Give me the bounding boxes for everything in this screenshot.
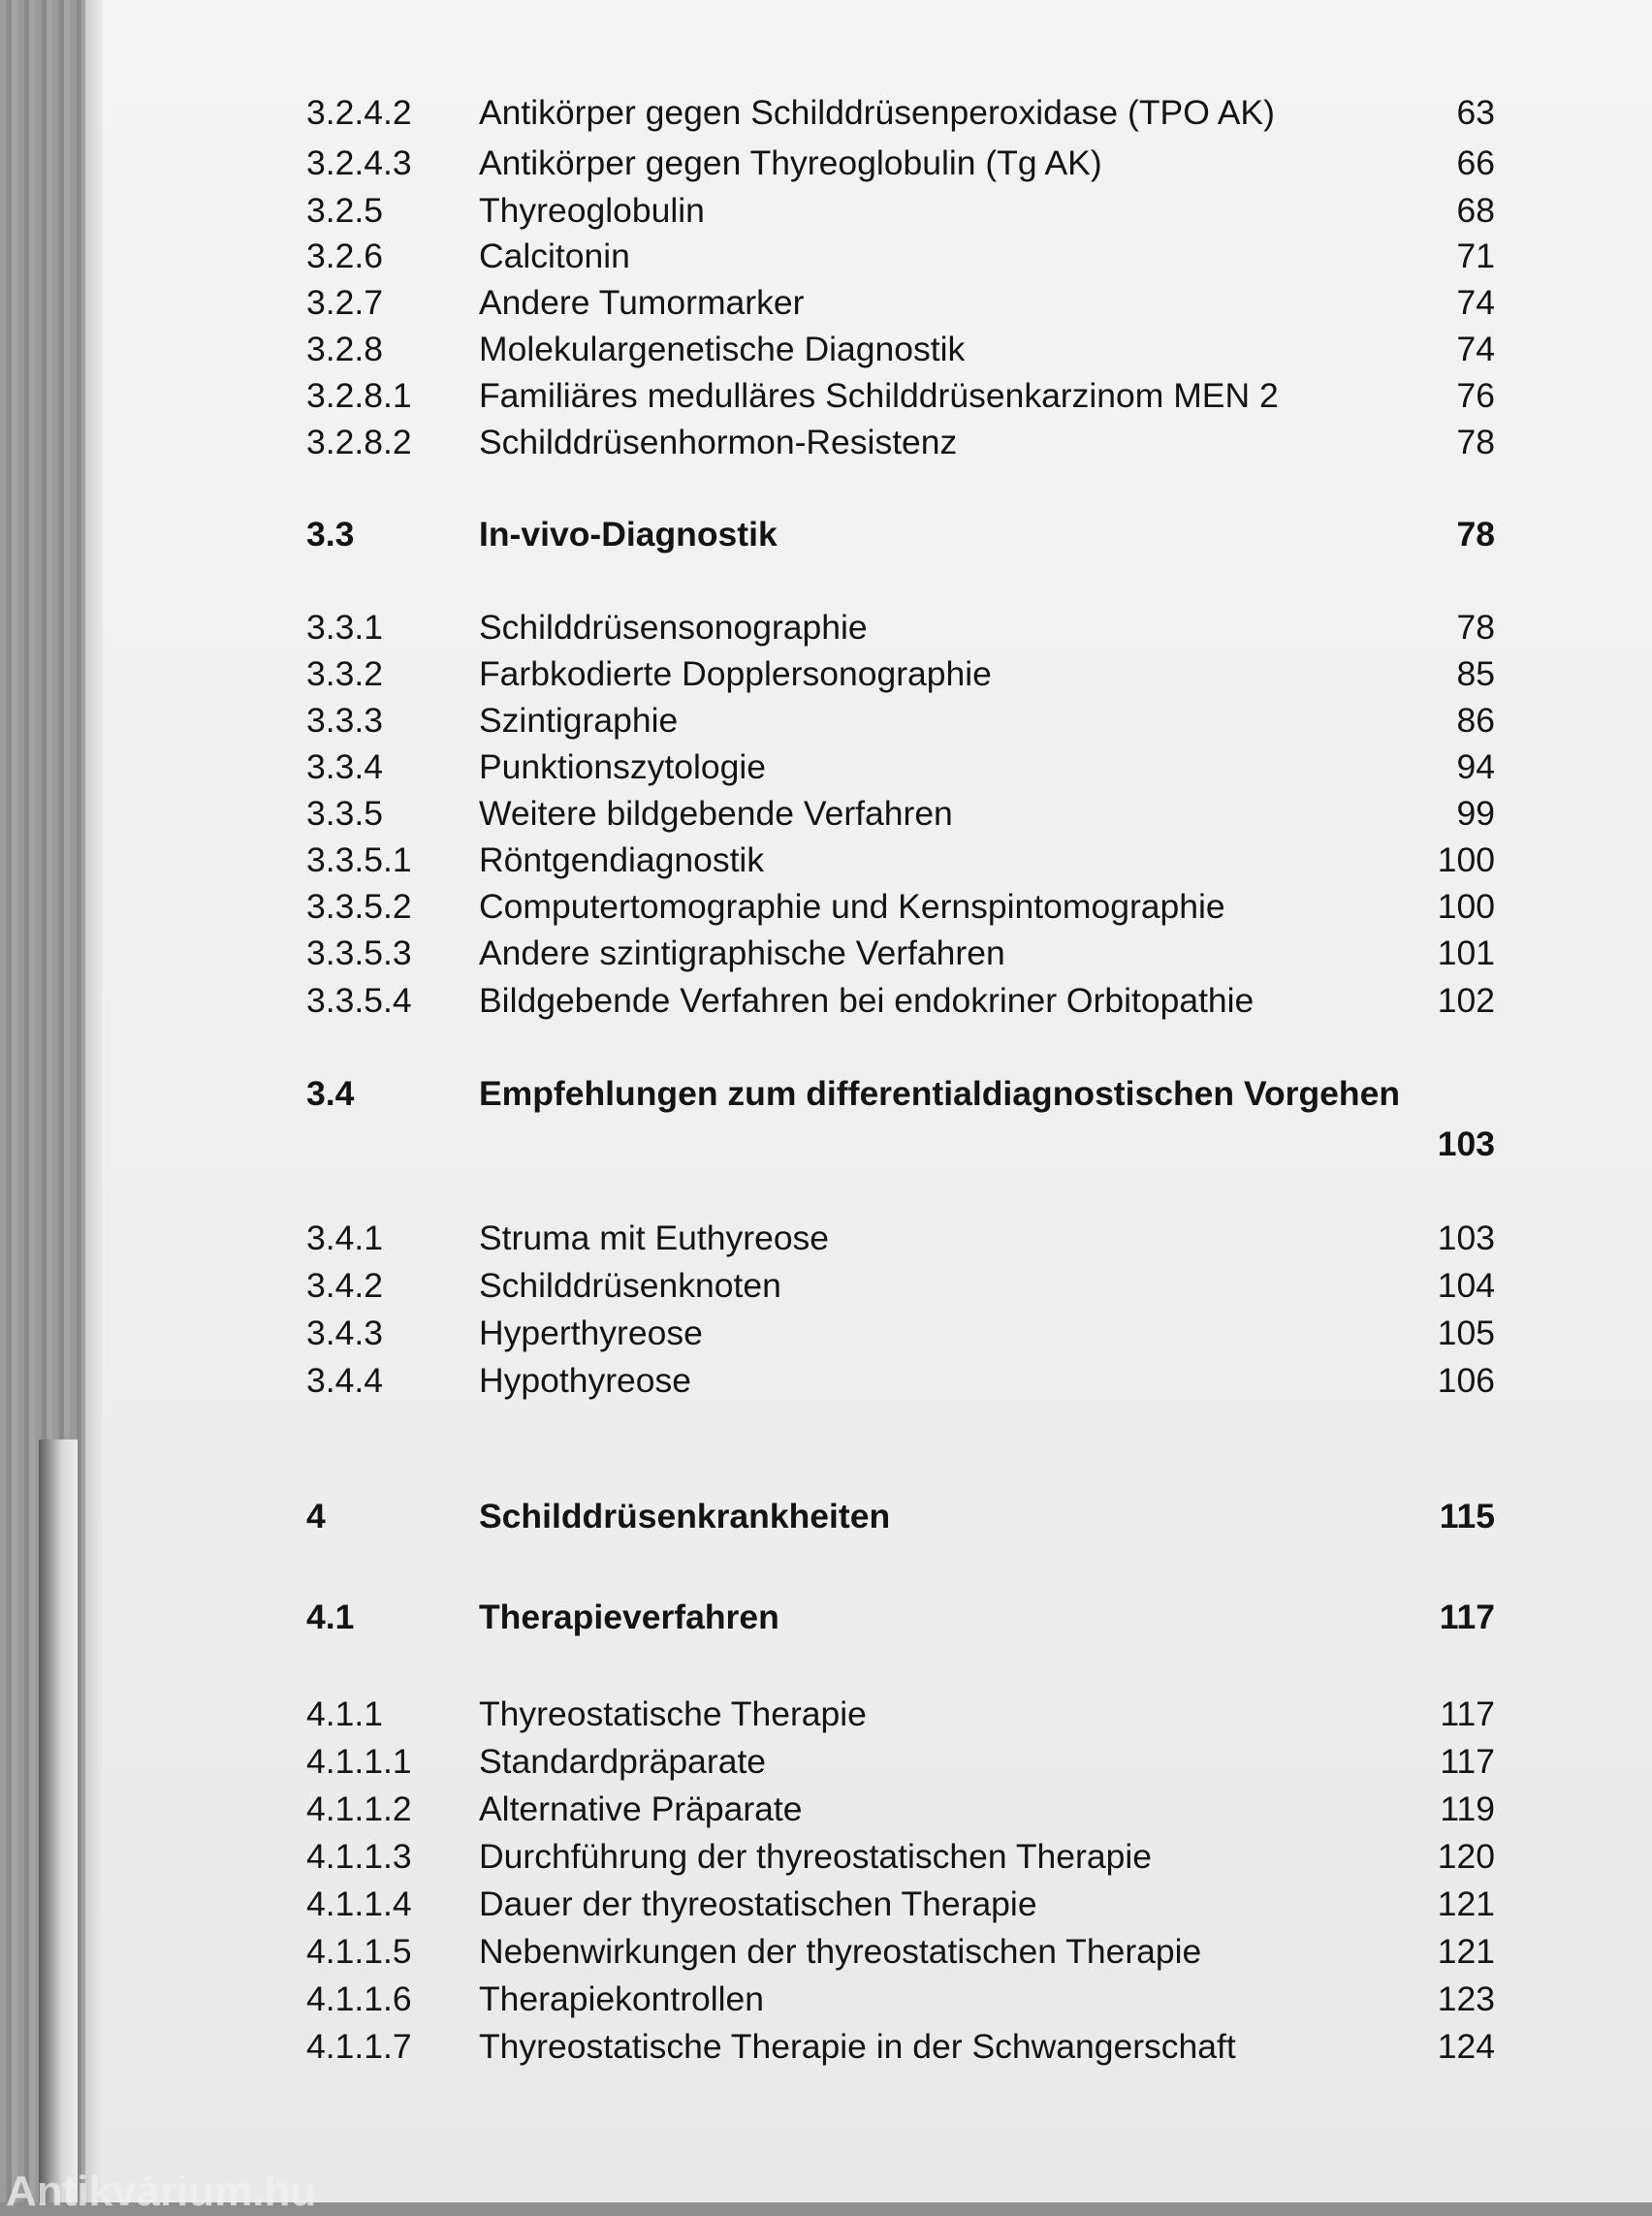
toc-title: In-vivo-Diagnostik [479,515,778,554]
toc-title: Antikörper gegen Thyreoglobulin (Tg AK) [479,143,1102,182]
toc-title: Farbkodierte Dopplersonographie [479,654,992,693]
toc-title: Schilddrüsenhormon-Resistenz [479,423,958,461]
toc-title: Thyreoglobulin [479,191,705,230]
toc-entry [103,140,1652,186]
toc-number: 3.4.4 [306,1361,383,1400]
toc-title: Thyreostatische Therapie in der Schwangerschaft [479,2027,1236,2066]
toc-page: 102 [1437,981,1495,1020]
toc-page: 76 [1456,376,1495,415]
toc-number: 3.2.4.2 [306,93,412,132]
toc-number: 3.3.5.2 [306,887,412,926]
toc-chapter-heading [103,1493,1652,1539]
toc-title: Andere Tumormarker [479,283,805,322]
toc-entry [103,279,1652,326]
toc-page: 86 [1456,701,1495,740]
toc-page: 104 [1437,1266,1495,1305]
toc-title: Molekulargenetische Diagnostik [479,330,966,368]
toc-entry [103,977,1652,1024]
toc-number: 3.3.5 [306,794,383,833]
toc-number: 3.3.3 [306,701,383,740]
toc-number: 3.4.1 [306,1219,383,1257]
toc-entry [103,744,1652,790]
toc-number: 3.3.4 [306,747,383,786]
toc-page: 78 [1456,608,1495,647]
toc-entry [103,1833,1652,1880]
toc-title: Durchführung der thyreostatischen Therapie [479,1837,1152,1876]
toc-number: 4 [306,1497,326,1535]
watermark: Antikvárium.hu [6,2168,317,2215]
toc-page: 78 [1456,423,1495,461]
toc-number: 4.1.1 [306,1694,383,1733]
toc-page: 123 [1437,1979,1495,2018]
toc-number: 3.3.5.3 [306,934,412,972]
toc-page: 103 [1437,1219,1495,1257]
toc-page: 105 [1437,1314,1495,1352]
toc-title: Nebenwirkungen der thyreostatischen Therapie [479,1932,1202,1971]
toc-page: 66 [1456,143,1495,182]
toc-title: Alternative Präparate [479,1789,803,1828]
toc-number: 4.1.1.1 [306,1742,412,1781]
toc-entry [103,419,1652,465]
toc-page: 117 [1440,1694,1495,1733]
toc-entry [103,233,1652,279]
toc-title: Röntgendiagnostik [479,840,765,879]
toc-entry [103,650,1652,697]
toc-entry [103,837,1652,883]
toc-page: 74 [1456,330,1495,368]
toc-number: 3.2.8.2 [306,423,412,461]
toc-title: Schilddrüsensonographie [479,608,868,647]
toc-number: 4.1.1.6 [306,1979,412,2018]
toc-page: 78 [1456,515,1495,554]
toc-number: 4.1.1.4 [306,1884,412,1923]
toc-entry [103,1310,1652,1356]
toc-section-heading [103,1594,1652,1640]
toc-title: Weitere bildgebende Verfahren [479,794,953,833]
toc-section-heading [103,1070,1652,1167]
toc-page: 106 [1437,1361,1495,1400]
toc-entry [103,1357,1652,1404]
toc-title: Familiäres medulläres Schilddrüsenkarzinom MEN 2 [479,376,1279,415]
toc-page: 117 [1440,1742,1495,1781]
toc-number: 3.3.2 [306,654,383,693]
toc-entry [103,930,1652,976]
toc-number: 3.3 [306,515,355,554]
toc-page: 71 [1456,237,1495,275]
toc-number: 3.3.1 [306,608,383,647]
toc-number: 4.1.1.2 [306,1789,412,1828]
toc-page: 121 [1437,1932,1495,1971]
toc-title: Standardpräparate [479,1742,767,1781]
toc-number: 4.1.1.3 [306,1837,412,1876]
toc-page: 85 [1456,654,1495,693]
toc-page: 99 [1456,794,1495,833]
toc-number: 3.2.7 [306,283,383,322]
toc-entry [103,1881,1652,1927]
toc-entry [103,604,1652,650]
toc-entry [103,1928,1652,1975]
toc-entry [103,372,1652,419]
toc-entry [103,1738,1652,1785]
toc-page: 121 [1437,1884,1495,1923]
toc-number: 3.4.2 [306,1266,383,1305]
toc-entry [103,187,1652,234]
toc-entry [103,89,1652,136]
toc-page: 115 [1439,1497,1495,1535]
toc-number: 3.3.5.1 [306,840,412,879]
toc-page: 100 [1437,840,1495,879]
toc-page: 124 [1437,2027,1495,2066]
toc-title: Hyperthyreose [479,1314,703,1352]
toc-page: 117 [1439,1598,1495,1636]
toc-section-heading [103,511,1652,557]
toc-title: Bildgebende Verfahren bei endokriner Orbitopathie [479,981,1255,1020]
toc-number: 3.2.5 [306,191,383,230]
toc-number: 3.4.3 [306,1314,383,1352]
toc-number: 3.2.8.1 [306,376,412,415]
toc-title: Struma mit Euthyreose [479,1219,830,1257]
toc-number: 4.1.1.5 [306,1932,412,1971]
toc-number: 4.1.1.7 [306,2027,412,2066]
toc-title: Calcitonin [479,237,630,275]
toc-number: 3.3.5.4 [306,981,412,1020]
toc-title: Punktionszytologie [479,747,767,786]
toc-title: Computertomographie und Kernspintomographie [479,887,1225,926]
toc-title: Hypothyreose [479,1361,692,1400]
toc-page: 74 [1456,283,1495,322]
toc-title: Antikörper gegen Schilddrüsenperoxidase (TPO AK) [479,93,1275,132]
toc-number: 3.2.6 [306,237,383,275]
toc-entry [103,697,1652,744]
toc-entry [103,790,1652,837]
toc-number: 3.2.4.3 [306,143,412,182]
toc-page: 101 [1437,934,1495,972]
toc-entry [103,1691,1652,1737]
toc-entry [103,326,1652,372]
toc-title: Schilddrüsenkrankheiten [479,1497,891,1535]
toc-entry [103,2023,1652,2070]
toc-title: Therapiekontrollen [479,1979,765,2018]
toc-title: Schilddrüsenknoten [479,1266,781,1305]
toc-title: Thyreostatische Therapie [479,1694,867,1733]
toc-title: Therapieverfahren [479,1598,779,1636]
toc-page: 119 [1440,1789,1495,1828]
toc-number: 3.4 [306,1074,355,1113]
toc-title: Szintigraphie [479,701,679,740]
toc-page: 120 [1437,1837,1495,1876]
toc-number: 4.1 [306,1598,355,1636]
page-stack-edge [39,1440,78,2202]
toc-title: Dauer der thyreostatischen Therapie [479,1884,1037,1923]
toc-page: 94 [1456,747,1495,786]
toc-page: 68 [1456,191,1495,230]
toc-entry [103,1262,1652,1309]
toc-entry [103,883,1652,930]
book-page [103,0,1652,2202]
toc-entry [103,1215,1652,1261]
toc-title: Andere szintigraphische Verfahren [479,934,1005,972]
toc-page: 103 [1437,1124,1495,1163]
toc-entry [103,1976,1652,2022]
toc-title: Empfehlungen zum differentialdiagnostischen Vorgehen [479,1074,1401,1113]
toc-number: 3.2.8 [306,330,383,368]
toc-page: 63 [1456,93,1495,132]
toc-page: 100 [1437,887,1495,926]
toc-entry [103,1786,1652,1832]
